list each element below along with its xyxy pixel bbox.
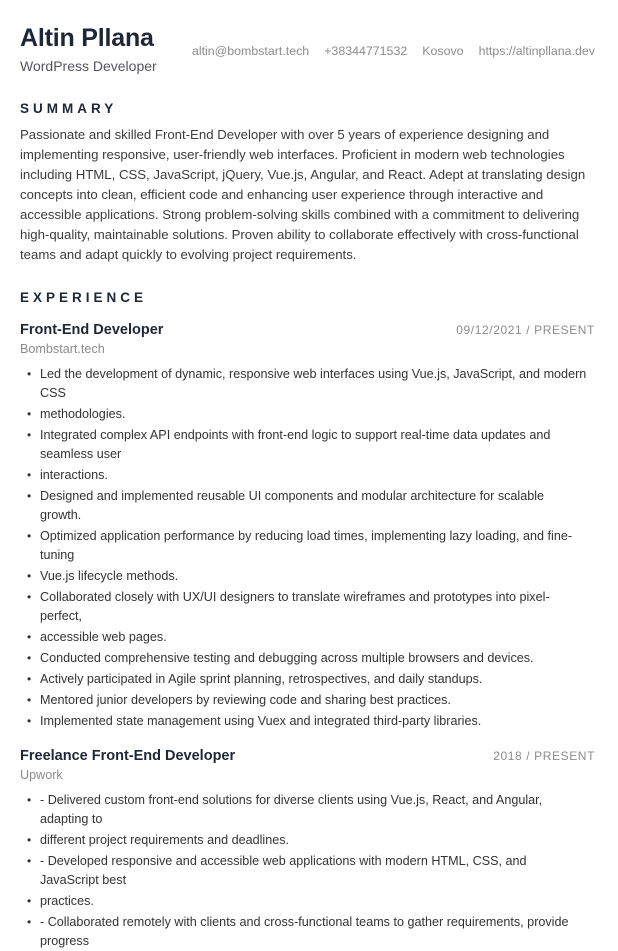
contact-website[interactable]: https://altinpllana.dev [478,44,595,58]
contact-info [192,25,595,58]
job-bullet: • Conducted comprehensive testing and debugging across multiple browsers and devices. [40,649,588,668]
resume-header [20,25,595,74]
job-bullet: • different project requirements and deadlines. [40,831,588,850]
summary-section [20,101,595,265]
job-role: Freelance Front-End Developer [20,747,236,764]
job-header [20,748,595,764]
job-company: Upwork [20,767,63,782]
job-bullet: • Actively participated in Agile sprint planning, retrospectives, and daily standups. [40,670,588,689]
job-header [20,322,595,338]
experience-section [20,290,595,951]
job-bullet-list [20,791,595,951]
summary-text: Passionate and skilled Front-End Developer with over 5 years of experience designing and implementing responsive, user-friendly web interfaces. Proficient in modern web technologies including HTML, CSS, JavaScript, jQuery, Vue.js, Angular, and React. Adept at translating design concepts into clean, efficient code and enhancing user experience through interactive and accessible applications. Strong problem-solving skills combined with a commitment to delivering high-quality, maintainable solutions. Proven ability to collaborate effectively with cross-functional teams and adapt quickly to evolving project requirements. [20,126,586,262]
job-bullet: • - Collaborated remotely with clients and cross-functional teams to gather requirements, provide progress [40,913,588,951]
job-bullet-list [20,365,595,731]
job-role: Front-End Developer [20,321,164,338]
job-bullet: • - Delivered custom front-end solutions for diverse clients using Vue.js, React, and Angular, adapting to [40,791,588,829]
job-bullet: • Led the development of dynamic, responsive web interfaces using Vue.js, JavaScript, and modern CSS [40,365,588,403]
job-bullet: • Optimized application performance by reducing load times, implementing lazy loading, and fine-tuning [40,527,588,565]
job-bullet: • Implemented state management using Vuex and integrated third-party libraries. [40,712,588,731]
job-dates: 2018 / PRESENT [493,748,595,763]
job-bullet: • - Developed responsive and accessible web applications with modern HTML, CSS, and JavaScript best [40,852,588,890]
job-bullet: • Vue.js lifecycle methods. [40,567,588,586]
job-dates: 09/12/2021 / PRESENT [456,322,595,337]
person-job-title: WordPress Developer [20,57,157,74]
job-entry-freelance-developer [20,748,595,951]
contact-email[interactable]: altin@bombstart.tech [191,44,310,58]
job-entry-frontend-developer [20,322,595,731]
identity-block [20,25,157,74]
job-bullet: • accessible web pages. [40,628,588,647]
job-bullet: • Integrated complex API endpoints with front-end logic to support real-time data updates and seamless user [40,426,588,464]
contact-location: Kosovo [422,44,464,58]
job-bullet: • practices. [40,892,588,911]
job-bullet: • Designed and implemented reusable UI components and modular architecture for scalable growth. [40,487,588,525]
experience-heading: EXPERIENCE [20,289,148,305]
person-name: Altin Pllana [20,24,154,52]
job-company: Bombstart.tech [20,341,105,356]
job-bullet: • interactions. [40,466,588,485]
job-bullet: • Mentored junior developers by reviewing code and sharing best practices. [40,691,588,710]
summary-heading: SUMMARY [20,100,118,116]
contact-phone[interactable]: +38344771532 [324,44,408,58]
job-bullet: • methodologies. [40,405,588,424]
job-bullet: • Collaborated closely with UX/UI designers to translate wireframes and prototypes into pixel-perfect, [40,588,588,626]
